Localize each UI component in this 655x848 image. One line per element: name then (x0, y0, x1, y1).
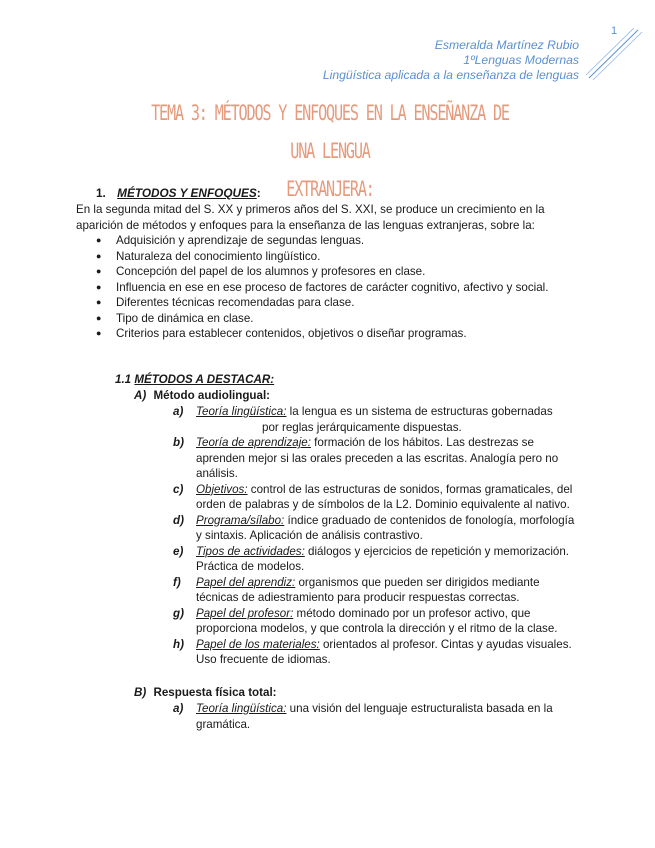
method-item (173, 513, 578, 544)
item-letter: d) (173, 513, 184, 527)
method-b-letter: B) (134, 686, 147, 699)
bullet-item (96, 233, 548, 249)
section-title: MÉTODOS Y ENFOQUES (117, 186, 257, 200)
subsection-title: MÉTODOS A DESTACAR: (134, 373, 275, 386)
item-letter: a) (173, 702, 184, 715)
item-letter: b) (173, 436, 184, 449)
item-label: Papel del aprendiz: (196, 575, 296, 589)
intro-paragraph: En la segunda mitad del S. XX y primeros años del S. XXI, se produce un crecimiento en la aparición de métodos y enfoques para la enseñanza de las lenguas extranjeras, sobre la: (76, 203, 545, 232)
item-text-continued: por reglas jerárquicamente dispuestas. (262, 420, 462, 434)
method-b-name: Respuesta física total: (153, 686, 277, 699)
method-item (173, 575, 578, 606)
method-a-name: Método audiolingual: (153, 389, 271, 402)
item-text: la lengua es un sistema de estructuras gobernadas (286, 405, 553, 418)
item-text: formación de los hábitos. Las destrezas se aprenden mejor si las orales preceden a las escritas. Analogía pero no análisis. (196, 436, 559, 480)
bullet-text: Influencia en ese en ese proceso de factores de carácter cognitivo, afectivo y social. (116, 280, 549, 294)
bullet-text: Naturaleza del conocimiento lingüístico. (116, 249, 321, 263)
header-subject: Lingüística aplicada a la enseñanza de lenguas (322, 68, 579, 83)
bullet-text: Tipo de dinámica en clase. (116, 311, 254, 325)
method-item (173, 637, 578, 668)
method-a-items (173, 404, 578, 668)
header-author: Esmeralda Martínez Rubio (434, 38, 579, 52)
bullet-list (96, 233, 548, 342)
bullet-dot-icon: ● (96, 328, 102, 338)
item-letter: a) (173, 405, 184, 418)
subsection-heading (115, 373, 274, 386)
item-label: Teoría de aprendizaje: (196, 436, 311, 449)
bullet-text: Criterios para establecer contenidos, objetivos o diseñar programas. (116, 327, 467, 340)
header-decoration-lines (584, 28, 644, 88)
item-text: organismos que pueden ser dirigidos mediante técnicas de adiestramiento para producir respuestas correctas. (196, 575, 540, 604)
bullet-text: Diferentes técnicas recomendadas para clase. (116, 296, 355, 309)
page-number: 1 (611, 25, 618, 37)
item-text: una visión del lenguaje estructuralista basada en la gramática. (196, 702, 553, 731)
item-label: Papel de los materiales: (196, 637, 320, 651)
method-a-heading (134, 389, 270, 402)
bullet-dot-icon: ● (96, 266, 102, 276)
item-letter: c) (173, 482, 184, 496)
bullet-dot-icon: ● (96, 312, 102, 323)
item-label: Tipos de actividades: (196, 544, 305, 558)
item-text: orientados al profesor. Cintas y ayudas visuales. Uso frecuente de idiomas. (196, 637, 572, 666)
title-line-1: TEMA 3: MÉTODOS Y ENFOQUES EN LA ENSEÑANZA DE UNA LENGUA (151, 101, 509, 163)
item-label: Programa/sílabo: (196, 513, 285, 527)
section-heading (96, 186, 261, 200)
bullet-item (96, 311, 548, 327)
item-text: método dominado por un profesor activo, que proporciona modelos, y que controla la dirección y el ritmo de la clase. (196, 606, 558, 635)
bullet-text: Concepción del papel de los alumnos y profesores en clase. (116, 265, 426, 278)
bullet-dot-icon: ● (96, 250, 102, 261)
bullet-item (96, 264, 548, 280)
item-text: control de las estructuras de sonidos, formas gramaticales, del orden de palabras y de símbolos de la L2. Dominio equivalente al nativo. (196, 482, 573, 511)
document-header (323, 38, 579, 84)
bullet-dot-icon: ● (96, 281, 102, 292)
item-label: Teoría lingüística: (196, 405, 287, 418)
method-item (173, 606, 578, 637)
item-letter: f) (173, 575, 181, 589)
bullet-text: Adquisición y aprendizaje de segundas lenguas. (116, 234, 365, 247)
item-text: diálogos y ejercicios de repetición y memorización. Práctica de modelos. (196, 544, 570, 573)
bullet-dot-icon: ● (96, 235, 102, 245)
method-item (173, 435, 578, 482)
item-text: índice graduado de contenidos de fonología, morfología y sintaxis. Aplicación de análisis contrastivo. (196, 513, 575, 542)
section-colon: : (256, 186, 261, 200)
bullet-item (96, 326, 548, 342)
method-item (173, 404, 578, 435)
bullet-item (96, 280, 548, 296)
item-label: Objetivos: (196, 482, 248, 496)
bullet-dot-icon: ● (96, 297, 102, 307)
header-course: 1ºLenguas Modernas (463, 53, 579, 68)
subsection-number: 1.1 (115, 373, 132, 386)
title-line-2: EXTRANJERA: (286, 177, 374, 201)
bullet-item (96, 295, 548, 311)
method-item (173, 482, 578, 513)
bullet-item (96, 249, 548, 265)
method-item (173, 701, 568, 732)
item-letter: h) (173, 637, 184, 651)
item-label: Papel del profesor: (196, 606, 294, 620)
method-b-items (173, 701, 568, 732)
method-b-heading (134, 686, 277, 699)
method-item (173, 544, 578, 575)
item-letter: e) (173, 544, 184, 558)
item-letter: g) (173, 606, 184, 620)
item-label: Teoría lingüística: (196, 702, 287, 715)
section-number: 1. (96, 186, 106, 200)
method-a-letter: A) (134, 389, 147, 402)
